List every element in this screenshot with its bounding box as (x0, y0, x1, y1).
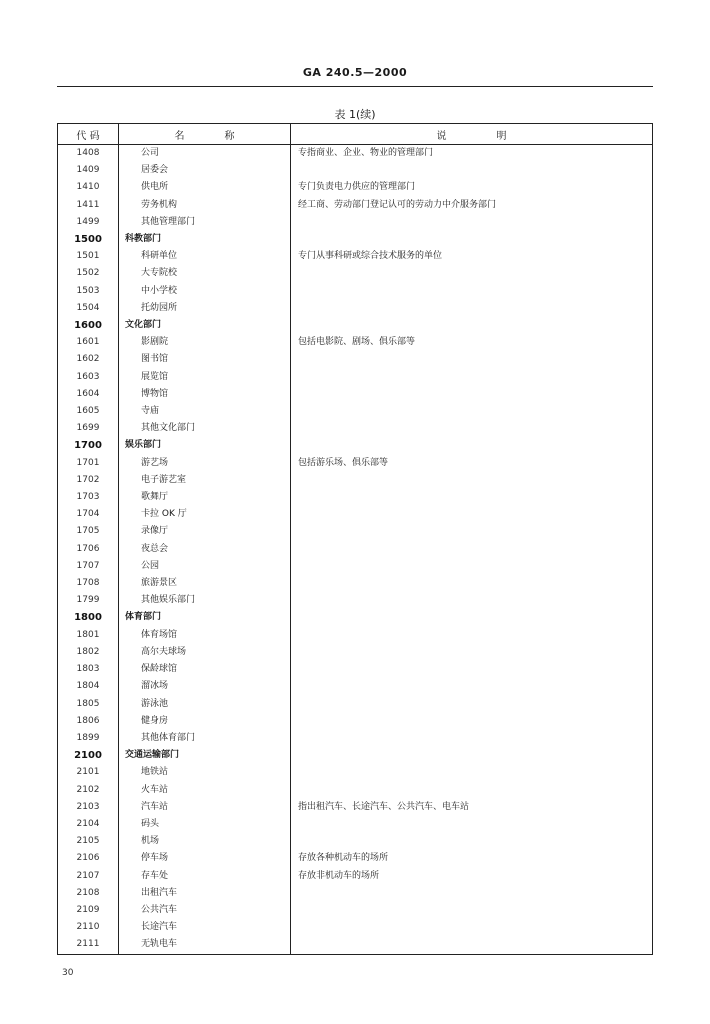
row-description: 存放非机动车的场所 (291, 868, 653, 885)
row-description (291, 936, 653, 954)
row-code: 1799 (58, 592, 119, 609)
row-code: 2104 (58, 816, 119, 833)
row-name: 游泳池 (119, 696, 291, 713)
row-code: 1600 (58, 317, 119, 334)
row-description (291, 523, 653, 540)
row-name: 劳务机构 (119, 197, 291, 214)
column-header-name-b: 称 (224, 130, 235, 142)
row-code: 2100 (58, 747, 119, 764)
row-code: 1703 (58, 489, 119, 506)
row-description (291, 592, 653, 609)
row-description (291, 782, 653, 799)
table-row (58, 850, 653, 867)
row-name: 交通运输部门 (119, 747, 291, 764)
row-description (291, 351, 653, 368)
table-row (58, 936, 653, 954)
row-code: 1802 (58, 644, 119, 661)
column-header-desc-a: 说 (436, 130, 447, 142)
row-code: 1699 (58, 420, 119, 437)
row-description (291, 506, 653, 523)
row-description (291, 816, 653, 833)
row-description (291, 231, 653, 248)
row-name: 体育部门 (119, 609, 291, 626)
row-name: 其他管理部门 (119, 214, 291, 231)
table-row (58, 627, 653, 644)
table-row (58, 231, 653, 248)
row-description (291, 472, 653, 489)
row-description (291, 403, 653, 420)
row-description (291, 747, 653, 764)
row-description (291, 214, 653, 231)
table-row (58, 764, 653, 781)
row-code: 1410 (58, 179, 119, 196)
row-name: 卡拉 OK 厅 (119, 506, 291, 523)
row-name: 长途汽车 (119, 919, 291, 936)
row-code: 1504 (58, 300, 119, 317)
row-description (291, 558, 653, 575)
row-name: 公司 (119, 145, 291, 163)
row-description: 经工商、劳动部门登记认可的劳动力中介服务部门 (291, 197, 653, 214)
table-row (58, 162, 653, 179)
row-code: 2106 (58, 850, 119, 867)
table-row (58, 696, 653, 713)
row-name: 图书馆 (119, 351, 291, 368)
row-description (291, 696, 653, 713)
row-description (291, 369, 653, 386)
row-code: 1705 (58, 523, 119, 540)
table-row (58, 868, 653, 885)
row-name: 火车站 (119, 782, 291, 799)
row-code: 2102 (58, 782, 119, 799)
row-description (291, 317, 653, 334)
row-code: 2101 (58, 764, 119, 781)
row-description (291, 162, 653, 179)
table-row (58, 437, 653, 454)
row-description (291, 678, 653, 695)
table-row (58, 351, 653, 368)
row-code: 1500 (58, 231, 119, 248)
row-description (291, 300, 653, 317)
row-code: 1701 (58, 455, 119, 472)
row-code: 1605 (58, 403, 119, 420)
table-row (58, 420, 653, 437)
table-row (58, 489, 653, 506)
row-code: 2111 (58, 936, 119, 954)
row-code: 1408 (58, 145, 119, 163)
code-table (57, 123, 653, 955)
row-name: 博物馆 (119, 386, 291, 403)
row-name: 影剧院 (119, 334, 291, 351)
row-description: 专门从事科研或综合技术服务的单位 (291, 248, 653, 265)
row-code: 1503 (58, 283, 119, 300)
row-description (291, 265, 653, 282)
table-row (58, 197, 653, 214)
column-header-name (119, 124, 291, 145)
row-code: 1806 (58, 713, 119, 730)
table-row (58, 506, 653, 523)
row-code: 1704 (58, 506, 119, 523)
row-code: 1604 (58, 386, 119, 403)
row-description: 专门负责电力供应的管理部门 (291, 179, 653, 196)
table-row (58, 799, 653, 816)
row-name: 中小学校 (119, 283, 291, 300)
row-name: 汽车站 (119, 799, 291, 816)
table-row (58, 145, 653, 163)
row-code: 1805 (58, 696, 119, 713)
row-code: 1499 (58, 214, 119, 231)
row-name: 机场 (119, 833, 291, 850)
row-description (291, 713, 653, 730)
row-name: 其他娱乐部门 (119, 592, 291, 609)
row-name: 游艺场 (119, 455, 291, 472)
row-name: 公园 (119, 558, 291, 575)
row-code: 1804 (58, 678, 119, 695)
row-name: 高尔夫球场 (119, 644, 291, 661)
table-row (58, 678, 653, 695)
row-description (291, 730, 653, 747)
row-code: 1801 (58, 627, 119, 644)
row-name: 保龄球馆 (119, 661, 291, 678)
row-code: 1602 (58, 351, 119, 368)
row-code: 1706 (58, 541, 119, 558)
row-code: 2109 (58, 902, 119, 919)
table-row (58, 747, 653, 764)
table-header-row (58, 124, 653, 145)
row-code: 1702 (58, 472, 119, 489)
standard-header: GA 240.5—2000 (302, 66, 408, 79)
row-code: 2110 (58, 919, 119, 936)
row-description (291, 902, 653, 919)
table-row (58, 300, 653, 317)
row-description (291, 609, 653, 626)
row-code: 2105 (58, 833, 119, 850)
table-row (58, 472, 653, 489)
table-row (58, 455, 653, 472)
row-name: 电子游艺室 (119, 472, 291, 489)
row-name: 其他文化部门 (119, 420, 291, 437)
row-name: 出租汽车 (119, 885, 291, 902)
table-row (58, 317, 653, 334)
row-code: 2108 (58, 885, 119, 902)
row-description (291, 489, 653, 506)
row-description: 存放各种机动车的场所 (291, 850, 653, 867)
row-description (291, 283, 653, 300)
column-header-description (291, 124, 653, 145)
row-code: 1501 (58, 248, 119, 265)
row-description (291, 885, 653, 902)
row-code: 1601 (58, 334, 119, 351)
row-name: 公共汽车 (119, 902, 291, 919)
table-row (58, 782, 653, 799)
row-description: 指出租汽车、长途汽车、公共汽车、电车站 (291, 799, 653, 816)
row-description (291, 541, 653, 558)
row-name: 展览馆 (119, 369, 291, 386)
row-name: 地铁站 (119, 764, 291, 781)
table-row (58, 575, 653, 592)
table-caption: 表 1(续) (334, 108, 376, 121)
row-description: 专指商业、企业、物业的管理部门 (291, 145, 653, 163)
table-row (58, 730, 653, 747)
row-name: 托幼园所 (119, 300, 291, 317)
row-description: 包括电影院、剧场、俱乐部等 (291, 334, 653, 351)
row-description (291, 833, 653, 850)
table-row (58, 248, 653, 265)
column-header-code: 代 码 (58, 124, 119, 145)
table-row (58, 592, 653, 609)
row-description (291, 437, 653, 454)
row-description: 包括游乐场、俱乐部等 (291, 455, 653, 472)
row-description (291, 644, 653, 661)
row-name: 歌舞厅 (119, 489, 291, 506)
table-row (58, 558, 653, 575)
row-name: 寺庙 (119, 403, 291, 420)
row-name: 无轨电车 (119, 936, 291, 954)
row-name: 健身房 (119, 713, 291, 730)
row-name: 科研单位 (119, 248, 291, 265)
row-name: 溜冰场 (119, 678, 291, 695)
row-code: 1708 (58, 575, 119, 592)
table-row (58, 265, 653, 282)
row-name: 文化部门 (119, 317, 291, 334)
table-body (58, 145, 653, 955)
page-number: 30 (62, 968, 74, 978)
table-row (58, 833, 653, 850)
row-name: 娱乐部门 (119, 437, 291, 454)
table-row (58, 283, 653, 300)
table-row (58, 403, 653, 420)
row-description (291, 420, 653, 437)
row-description (291, 627, 653, 644)
row-code: 1502 (58, 265, 119, 282)
row-code: 1800 (58, 609, 119, 626)
row-name: 旅游景区 (119, 575, 291, 592)
table-row (58, 214, 653, 231)
table-row (58, 523, 653, 540)
row-code: 1700 (58, 437, 119, 454)
row-code: 1409 (58, 162, 119, 179)
table-row (58, 661, 653, 678)
row-code: 1411 (58, 197, 119, 214)
column-header-desc-b: 明 (496, 130, 507, 142)
table-row (58, 369, 653, 386)
row-description (291, 661, 653, 678)
table-row (58, 334, 653, 351)
row-code: 2103 (58, 799, 119, 816)
row-description (291, 386, 653, 403)
row-name: 大专院校 (119, 265, 291, 282)
row-name: 停车场 (119, 850, 291, 867)
table-row (58, 644, 653, 661)
row-description (291, 575, 653, 592)
table-row (58, 179, 653, 196)
table-row (58, 902, 653, 919)
row-name: 夜总会 (119, 541, 291, 558)
row-name: 居委会 (119, 162, 291, 179)
header-rule (57, 86, 653, 87)
table-row (58, 885, 653, 902)
table-row (58, 609, 653, 626)
row-name: 码头 (119, 816, 291, 833)
row-name: 存车处 (119, 868, 291, 885)
table-row (58, 919, 653, 936)
row-code: 1603 (58, 369, 119, 386)
row-name: 科教部门 (119, 231, 291, 248)
row-code: 1707 (58, 558, 119, 575)
row-code: 1803 (58, 661, 119, 678)
table-row (58, 386, 653, 403)
row-name: 录像厅 (119, 523, 291, 540)
row-name: 供电所 (119, 179, 291, 196)
row-code: 1899 (58, 730, 119, 747)
row-name: 体育场馆 (119, 627, 291, 644)
table-row (58, 541, 653, 558)
row-description (291, 764, 653, 781)
table-row (58, 713, 653, 730)
row-description (291, 919, 653, 936)
row-name: 其他体育部门 (119, 730, 291, 747)
row-code: 2107 (58, 868, 119, 885)
column-header-name-a: 名 (174, 130, 185, 142)
table-row (58, 816, 653, 833)
